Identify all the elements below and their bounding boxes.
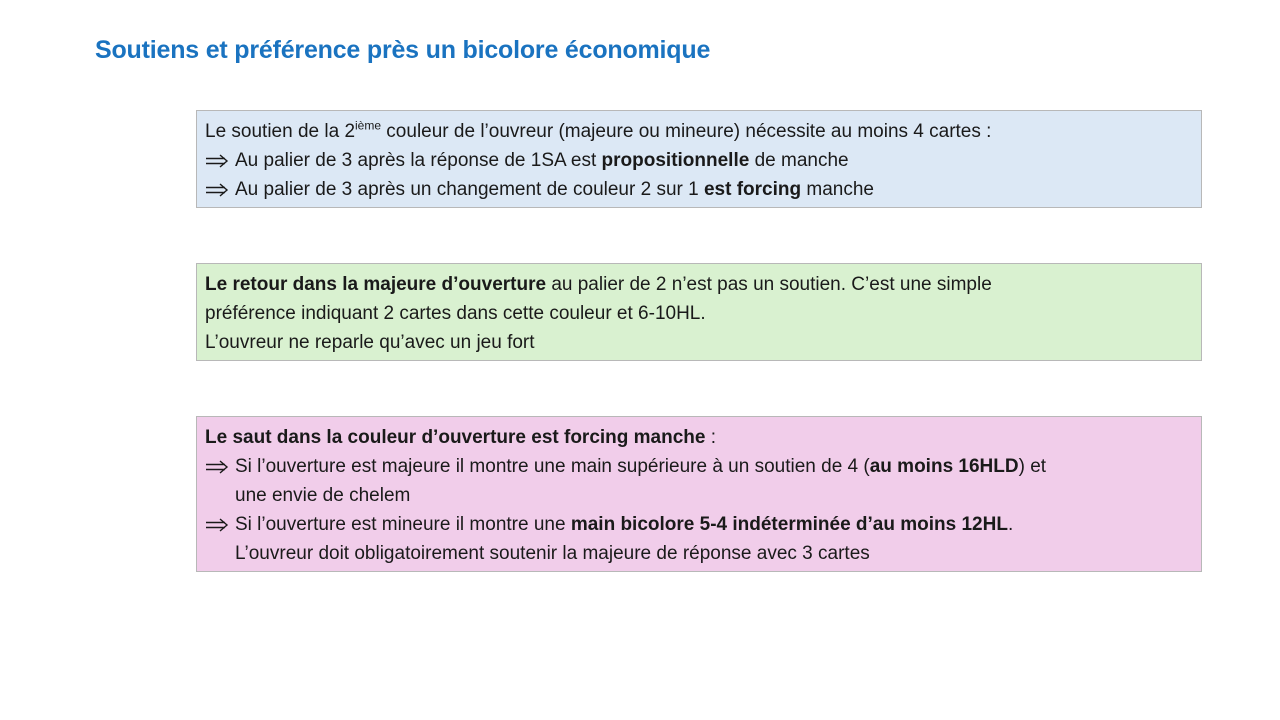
support-bullet-2-text: Au palier de 3 après un changement de couleur 2 sur 1 est forcing manche	[235, 179, 874, 200]
jump-rule-box	[196, 416, 1202, 572]
support-bullet-2	[205, 175, 1193, 204]
intro-superscript: ième	[355, 118, 382, 133]
double-right-arrow-icon	[205, 146, 235, 168]
intro-text-start: Le soutien de la 2	[205, 121, 356, 142]
jump-bullet-1	[205, 452, 1193, 481]
double-right-arrow-icon	[205, 452, 235, 474]
support-rule-box	[196, 110, 1202, 208]
double-right-arrow-icon	[205, 175, 235, 197]
support-rule-intro	[205, 117, 1193, 146]
preference-line-2: préférence indiquant 2 cartes dans cette couleur et 6-10HL.	[205, 303, 706, 324]
double-right-arrow-icon	[205, 510, 235, 532]
preference-line-1: Le retour dans la majeure d’ouverture au palier de 2 n’est pas un soutien. C’est une simple	[205, 274, 992, 295]
jump-bullet-2-text: Si l’ouverture est mineure il montre une main bicolore 5-4 indéterminée d’au moins 12HL.	[235, 514, 1014, 535]
slide-title: Soutiens et préférence près un bicolore économique	[95, 36, 711, 64]
jump-rule-heading: Le saut dans la couleur d’ouverture est forcing manche :	[205, 427, 717, 448]
support-bullet-1	[205, 146, 1193, 175]
jump-bullet-1-text: Si l’ouverture est majeure il montre une main supérieure à un soutien de 4 (au moins 16HLD) et	[235, 456, 1047, 477]
support-bullet-1-text: Au palier de 3 après la réponse de 1SA est propositionnelle de manche	[235, 150, 849, 171]
jump-bullet-2-continuation: L’ouvreur doit obligatoirement soutenir la majeure de réponse avec 3 cartes	[235, 543, 870, 564]
preference-line-3: L’ouvreur ne reparle qu’avec un jeu fort	[205, 332, 535, 353]
intro-text-end: couleur de l’ouvreur (majeure ou mineure) nécessite au moins 4 cartes :	[381, 121, 992, 142]
jump-bullet-2	[205, 510, 1193, 539]
preference-rule-box	[196, 263, 1202, 361]
jump-bullet-1-continuation: une envie de chelem	[235, 485, 411, 506]
